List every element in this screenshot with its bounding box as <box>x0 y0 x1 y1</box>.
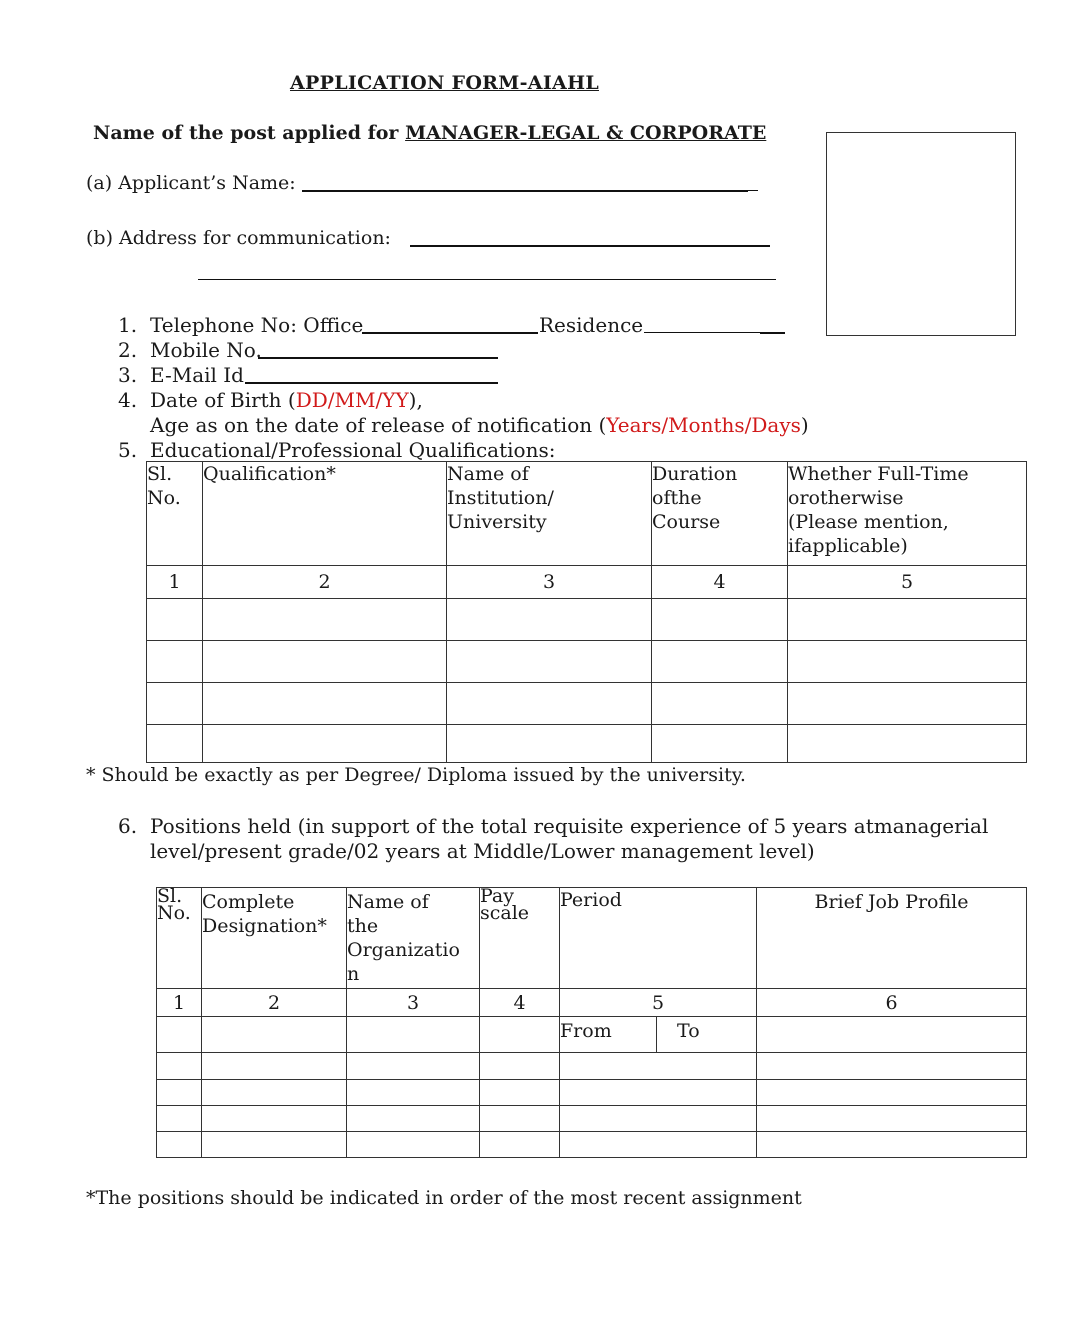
col-number: 4 <box>652 566 788 599</box>
item-5-num: 5. <box>118 438 138 462</box>
col-fulltime <box>788 462 1027 566</box>
qualifications-label: Educational/Professional Qualifications: <box>150 438 556 462</box>
col-qualification <box>203 462 447 566</box>
table-header-row <box>147 462 1027 566</box>
table-cell[interactable] <box>480 1080 560 1106</box>
item-1-num: 1. <box>118 313 138 337</box>
period-to: To <box>677 1020 700 1042</box>
table-cell[interactable] <box>202 1017 347 1053</box>
table-cell[interactable] <box>203 725 447 763</box>
table-cell[interactable] <box>347 1080 480 1106</box>
table-cell[interactable] <box>560 1053 757 1080</box>
line-decor <box>748 190 758 191</box>
table-cell[interactable] <box>480 1017 560 1053</box>
table-cell[interactable] <box>447 599 652 641</box>
header-text: Qualification* <box>203 463 336 485</box>
col-sl-no <box>147 462 203 566</box>
table-cell[interactable] <box>560 1106 757 1132</box>
table-cell[interactable] <box>202 1053 347 1080</box>
col-pay-scale <box>480 885 560 989</box>
email-label: E-Mail Id <box>150 363 244 387</box>
table-cell[interactable] <box>447 641 652 683</box>
table-cell[interactable] <box>757 1017 1027 1053</box>
table-cell[interactable] <box>757 1106 1027 1132</box>
table-cell[interactable] <box>347 1106 480 1132</box>
mobile-field[interactable] <box>258 357 498 359</box>
age-label <box>150 413 809 437</box>
table-cell[interactable] <box>347 1053 480 1080</box>
header-text: University <box>447 511 547 533</box>
item-6-num: 6. <box>118 814 138 838</box>
table-cell[interactable] <box>757 1053 1027 1080</box>
age-label-end: ) <box>800 413 809 437</box>
header-text: orotherwise <box>788 487 904 509</box>
dob-label <box>150 388 423 412</box>
table-cell[interactable] <box>347 1132 480 1158</box>
header-text: Pay <box>480 885 514 907</box>
residence-label: Residence <box>539 313 644 337</box>
table-cell[interactable] <box>157 1017 202 1053</box>
item-2-num: 2. <box>118 338 138 362</box>
email-field[interactable] <box>245 382 498 384</box>
age-label-text: Age as on the date of release of notification ( <box>150 413 607 437</box>
item-4-num: 4. <box>118 388 138 412</box>
table-cell[interactable] <box>147 599 203 641</box>
table-row <box>157 1053 1027 1080</box>
col-number: 6 <box>757 989 1027 1017</box>
header-text: Duration <box>652 463 738 485</box>
header-text: Course <box>652 511 721 533</box>
post-applied <box>93 122 766 144</box>
telephone-label: Telephone No: Office <box>150 313 364 337</box>
header-text: n <box>347 963 360 985</box>
education-note: * Should be exactly as per Degree/ Diploma issued by the university. <box>86 764 746 786</box>
period-from: From <box>560 1017 657 1052</box>
header-text: ofthe <box>652 487 702 509</box>
table-cell[interactable] <box>147 683 203 725</box>
table-cell[interactable] <box>202 1106 347 1132</box>
table-cell[interactable] <box>788 725 1027 763</box>
table-row <box>147 725 1027 763</box>
table-cell[interactable] <box>147 641 203 683</box>
col-number: 1 <box>157 989 202 1017</box>
education-table <box>146 461 1027 763</box>
table-cell[interactable] <box>480 1106 560 1132</box>
col-number: 4 <box>480 989 560 1017</box>
header-text: Designation* <box>202 915 327 937</box>
table-cell[interactable] <box>788 641 1027 683</box>
table-cell[interactable] <box>202 1132 347 1158</box>
col-sl-no <box>157 885 202 989</box>
line-decor <box>760 332 785 334</box>
table-cell[interactable] <box>480 1053 560 1080</box>
header-text: Institution/ <box>447 487 554 509</box>
table-cell[interactable] <box>203 599 447 641</box>
header-text: Whether Full-Time <box>788 463 969 485</box>
table-cell[interactable] <box>652 683 788 725</box>
header-text: ifapplicable) <box>788 535 908 557</box>
table-cell[interactable] <box>203 641 447 683</box>
table-cell[interactable] <box>447 725 652 763</box>
table-row <box>157 1132 1027 1158</box>
table-cell[interactable] <box>480 1132 560 1158</box>
table-row <box>157 1017 1027 1053</box>
positions-line1: Positions held (in support of the total requisite experience of 5 years atmanagerial <box>150 814 989 838</box>
col-number: 1 <box>147 566 203 599</box>
form-title: APPLICATION FORM-AIAHL <box>290 72 599 94</box>
table-cell[interactable] <box>652 725 788 763</box>
table-cell[interactable] <box>560 1132 757 1158</box>
table-cell[interactable] <box>757 1080 1027 1106</box>
table-cell[interactable] <box>652 599 788 641</box>
table-cell[interactable] <box>560 1080 757 1106</box>
col-institution <box>447 462 652 566</box>
table-cell[interactable] <box>202 1080 347 1106</box>
table-cell[interactable] <box>447 683 652 725</box>
header-text: Brief Job Profile <box>814 891 969 913</box>
col-period <box>560 888 757 989</box>
col-organization <box>347 888 480 989</box>
header-text: Name of <box>447 463 529 485</box>
header-text: Organizatio <box>347 939 460 961</box>
header-text: Sl. <box>147 463 173 485</box>
header-text: Complete <box>202 891 295 913</box>
post-label: Name of the post applied for <box>93 122 399 144</box>
address-field-line1[interactable] <box>410 245 770 247</box>
table-cell[interactable] <box>788 599 1027 641</box>
header-text: (Please mention, <box>788 511 949 533</box>
dob-label-text: Date of Birth ( <box>150 388 296 412</box>
table-cell[interactable] <box>788 683 1027 725</box>
address-field-line2[interactable] <box>198 279 776 280</box>
positions-note: *The positions should be indicated in order of the most recent assignment <box>86 1187 802 1209</box>
table-cell[interactable] <box>652 641 788 683</box>
dob-label-end: ), <box>408 388 423 412</box>
header-text: Sl. <box>157 885 183 907</box>
table-row <box>157 1106 1027 1132</box>
table-number-row <box>147 566 1027 599</box>
table-header-row <box>157 888 1027 989</box>
table-row <box>147 641 1027 683</box>
period-cell <box>560 1017 757 1053</box>
table-cell[interactable] <box>203 683 447 725</box>
photo-box[interactable] <box>826 132 1016 336</box>
applicant-name-label: (a) Applicant’s Name: <box>86 172 296 194</box>
col-number: 5 <box>788 566 1027 599</box>
item-3-num: 3. <box>118 363 138 387</box>
table-cell[interactable] <box>157 1080 202 1106</box>
col-number: 3 <box>347 989 480 1017</box>
table-cell[interactable] <box>157 1106 202 1132</box>
col-duration <box>652 462 788 566</box>
post-value: MANAGER-LEGAL & CORPORATE <box>405 122 767 144</box>
col-designation <box>202 888 347 989</box>
table-row <box>157 1080 1027 1106</box>
header-text: No. <box>147 487 181 509</box>
header-text: Period <box>560 889 622 911</box>
header-text: scale <box>480 902 530 924</box>
mobile-label: Mobile No. <box>150 338 262 362</box>
positions-table <box>156 887 1027 1158</box>
positions-line2: level/present grade/02 years at Middle/Lower management level) <box>150 839 815 863</box>
col-number: 2 <box>203 566 447 599</box>
address-label: (b) Address for communication: <box>86 227 391 249</box>
table-cell[interactable] <box>157 1132 202 1158</box>
telephone-residence-field[interactable] <box>644 332 760 333</box>
age-format: Years/Months/Days <box>606 413 801 437</box>
col-number: 3 <box>447 566 652 599</box>
dob-format: DD/MM/YY <box>295 388 409 412</box>
table-row <box>147 683 1027 725</box>
col-job-profile <box>757 888 1027 989</box>
col-number: 5 <box>560 989 757 1017</box>
header-text: No. <box>157 902 191 924</box>
col-number: 2 <box>202 989 347 1017</box>
table-cell[interactable] <box>147 725 203 763</box>
applicant-name-field[interactable] <box>302 190 748 192</box>
table-cell[interactable] <box>347 1017 480 1053</box>
header-text: Name of <box>347 891 429 913</box>
table-cell[interactable] <box>157 1053 202 1080</box>
header-text: the <box>347 915 379 937</box>
table-row <box>147 599 1027 641</box>
table-number-row <box>157 989 1027 1017</box>
table-cell[interactable] <box>757 1132 1027 1158</box>
telephone-office-field[interactable] <box>362 332 538 334</box>
